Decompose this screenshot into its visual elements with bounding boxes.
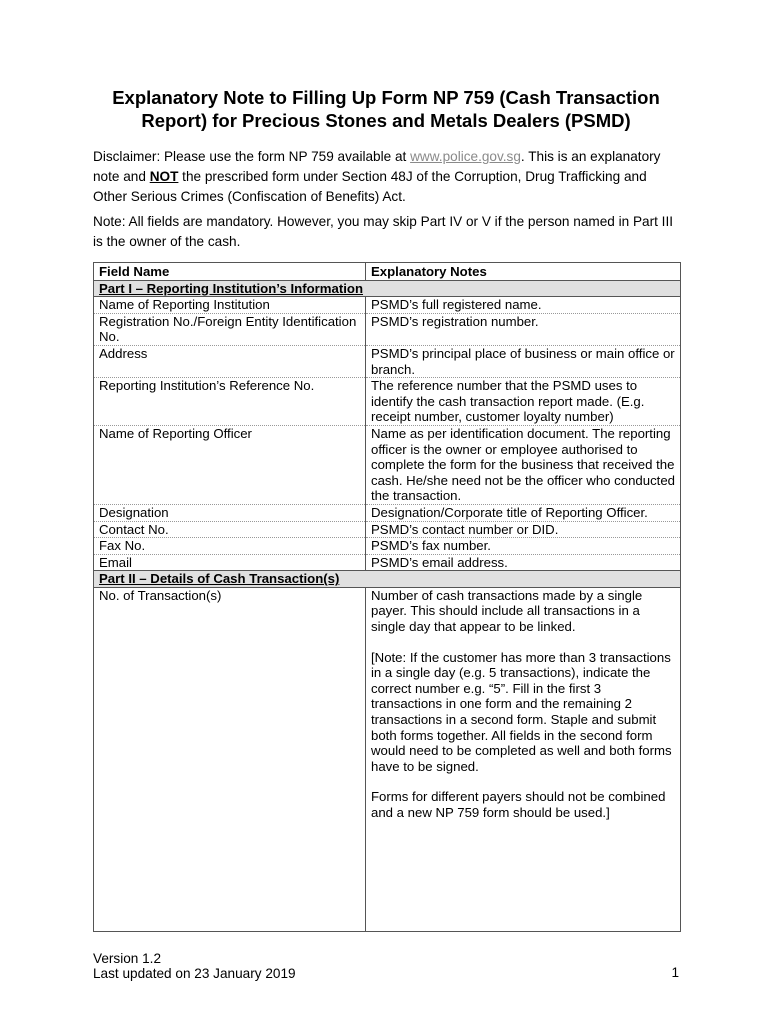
disclaimer-text-1: Disclaimer: Please use the form NP 759 available at: [93, 149, 411, 164]
table-row: [94, 538, 681, 555]
table-row: [94, 504, 681, 521]
title-line-2: Report) for Precious Stones and Metals Dealers (PSMD): [141, 110, 631, 131]
explanatory-note-cell: PSMD’s registration number.: [366, 313, 681, 345]
field-name-cell: Address: [94, 345, 366, 377]
table-header-row: [94, 263, 681, 281]
explanatory-note-cell: PSMD’s contact number or DID.: [366, 521, 681, 538]
header-explanatory-notes: Explanatory Notes: [366, 263, 681, 281]
footer-version: Version 1.2: [93, 951, 162, 966]
explanatory-note-cell: The reference number that the PSMD uses to identify the cash transaction report made. (E.g. receipt number, customer loyalty number): [366, 378, 681, 426]
field-name-cell: Registration No./Foreign Entity Identification No.: [94, 313, 366, 345]
disclaimer-text-2: . This is an explanatory note and: [93, 149, 661, 184]
part-1-heading: Part I – Reporting Institution’s Information: [94, 280, 681, 297]
table-row: [94, 313, 681, 345]
footer-last-updated: Last updated on 23 January 2019: [93, 966, 296, 981]
table-row: [94, 587, 681, 931]
disclaimer-not-emphasis: NOT: [149, 169, 179, 184]
explanatory-notes-table: [93, 262, 681, 932]
explanatory-note-cell: PSMD’s email address.: [366, 554, 681, 571]
title-line-1: Explanatory Note to Filling Up Form NP 759 (Cash Transaction: [112, 87, 660, 108]
field-name-cell: No. of Transaction(s): [94, 587, 366, 931]
page-number: 1: [671, 965, 679, 980]
field-name-cell: Reporting Institution’s Reference No.: [94, 378, 366, 426]
field-name-cell: Name of Reporting Institution: [94, 297, 366, 314]
field-name-cell: Fax No.: [94, 538, 366, 555]
table-row: [94, 425, 681, 504]
note-paragraph-2: [Note: If the customer has more than 3 transactions in a single day (e.g. 5 transactions), indicate the correct number e.g. “5”. Fill in the first 3 transactions in one form and the remaining 2 transactions in a second form. Staple and submit both forms together. All fields in the second form would need to be completed as well and both forms have to be signed.: [371, 649, 672, 774]
explanatory-note-cell: PSMD’s fax number.: [366, 538, 681, 555]
note-paragraph: Note: All fields are mandatory. However, you may skip Part IV or V if the person named in Part III is the owner of the cash.: [93, 214, 674, 249]
table-row: [94, 297, 681, 314]
table-row: [94, 345, 681, 377]
document-title: [93, 86, 679, 132]
field-name-cell: Contact No.: [94, 521, 366, 538]
part-2-heading: Part II – Details of Cash Transaction(s): [94, 571, 681, 588]
disclaimer-paragraph: [93, 147, 683, 207]
field-name-cell: Email: [94, 554, 366, 571]
explanatory-note-cell: [366, 587, 681, 931]
field-name-cell: Name of Reporting Officer: [94, 425, 366, 504]
table-row: [94, 378, 681, 426]
table-row: [94, 521, 681, 538]
note-paragraph-3: Forms for different payers should not be combined and a new NP 759 form should be used.]: [371, 789, 666, 820]
police-website-link[interactable]: www.police.gov.sg: [410, 149, 521, 164]
explanatory-note-cell: Designation/Corporate title of Reporting Officer.: [366, 504, 681, 521]
explanatory-note-cell: Name as per identification document. The reporting officer is the owner or employee authorised to complete the form for the business that received the cash. He/she need not be the officer who conducted the transaction.: [366, 425, 681, 504]
disclaimer-text-3: the prescribed form under Section 48J of the Corruption, Drug Trafficking and Other Serious Crimes (Confiscation of Benefits) Act.: [93, 169, 647, 204]
part-1-heading-row: [94, 280, 681, 297]
field-name-cell: Designation: [94, 504, 366, 521]
header-field-name: Field Name: [94, 263, 366, 281]
table-row: [94, 554, 681, 571]
part-2-heading-row: [94, 571, 681, 588]
note-paragraph-1: Number of cash transactions made by a single payer. This should include all transactions in a single day that appear to be linked.: [371, 587, 643, 635]
explanatory-note-cell: PSMD’s principal place of business or main office or branch.: [366, 345, 681, 377]
explanatory-note-cell: PSMD’s full registered name.: [366, 297, 681, 314]
